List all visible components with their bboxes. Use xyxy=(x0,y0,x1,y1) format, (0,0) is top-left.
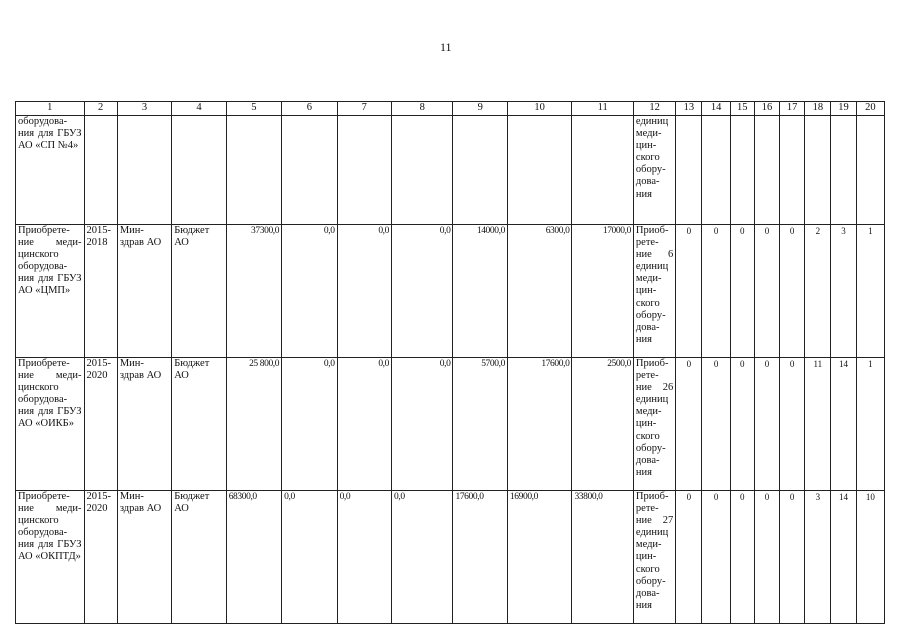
column-header: 11 xyxy=(572,102,633,116)
indicator-cell: 10 xyxy=(856,491,884,624)
funding-cell: 0,0 xyxy=(337,358,391,491)
funding-cell xyxy=(507,116,572,225)
result-cell: Приоб- рете- ние 26 единиц меди- цин- ского обору- дова- ния xyxy=(633,358,675,491)
indicator-cell: 0 xyxy=(754,225,779,358)
source-cell xyxy=(172,116,226,225)
column-header: 8 xyxy=(392,102,453,116)
column-header: 4 xyxy=(172,102,226,116)
indicator-cell xyxy=(805,116,831,225)
source-cell: Бюджет АО xyxy=(172,358,226,491)
funding-cell: 16900,0 xyxy=(507,491,572,624)
indicator-cell: 0 xyxy=(730,358,754,491)
result-cell: единиц меди- цин- ского обору- дова- ния xyxy=(633,116,675,225)
source-cell: Бюджет АО xyxy=(172,225,226,358)
table-row xyxy=(16,225,885,358)
indicator-cell: 0 xyxy=(730,491,754,624)
column-header: 14 xyxy=(702,102,730,116)
page-number: 11 xyxy=(440,40,452,54)
indicator-cell: 1 xyxy=(856,225,884,358)
indicator-cell: 0 xyxy=(676,358,702,491)
funding-cell xyxy=(572,116,633,225)
funding-cell: 14000,0 xyxy=(453,225,507,358)
indicator-cell: 0 xyxy=(754,491,779,624)
source-cell: Бюджет АО xyxy=(172,491,226,624)
funding-cell: 0,0 xyxy=(392,225,453,358)
executor-cell: Мин- здрав АО xyxy=(117,491,171,624)
column-header: 9 xyxy=(453,102,507,116)
indicator-cell: 0 xyxy=(780,225,805,358)
indicator-cell: 0 xyxy=(676,491,702,624)
funding-cell xyxy=(453,116,507,225)
indicator-cell: 0 xyxy=(754,358,779,491)
funding-cell: 0,0 xyxy=(282,491,337,624)
indicator-cell xyxy=(676,116,702,225)
years-cell: 2015- 2020 xyxy=(84,491,117,624)
funding-cell: 0,0 xyxy=(392,358,453,491)
table-row xyxy=(16,358,885,491)
column-header: 16 xyxy=(754,102,779,116)
measure-name-cell: Приобрете- ние меди- цинского оборудова- ния для ГБУЗ АО «ОКПТД» xyxy=(16,491,85,624)
funding-cell: 0,0 xyxy=(282,225,337,358)
executor-cell: Мин- здрав АО xyxy=(117,225,171,358)
column-header: 7 xyxy=(337,102,391,116)
indicator-cell: 3 xyxy=(805,491,831,624)
column-header: 19 xyxy=(831,102,856,116)
indicator-cell: 1 xyxy=(856,358,884,491)
funding-cell: 33800,0 xyxy=(572,491,633,624)
indicator-cell: 14 xyxy=(831,358,856,491)
indicator-cell xyxy=(702,116,730,225)
funding-cell: 0,0 xyxy=(337,491,391,624)
measure-name-cell: Приобрете- ние меди- цинского оборудова- ния для ГБУЗ АО «ОИКБ» xyxy=(16,358,85,491)
funding-cell: 2500,0 xyxy=(572,358,633,491)
funding-cell: 17600,0 xyxy=(453,491,507,624)
column-header: 17 xyxy=(780,102,805,116)
executor-cell: Мин- здрав АО xyxy=(117,358,171,491)
measure-name-cell: оборудова- ния для ГБУЗ АО «СП №4» xyxy=(16,116,85,225)
column-header: 10 xyxy=(507,102,572,116)
header-row xyxy=(16,102,885,116)
result-cell: Приоб- рете- ние 6 единиц меди- цин- ского обору- дова- ния xyxy=(633,225,675,358)
table-row xyxy=(16,491,885,624)
indicator-cell: 0 xyxy=(702,358,730,491)
total-cell xyxy=(226,116,281,225)
column-header: 3 xyxy=(117,102,171,116)
funding-cell: 5700,0 xyxy=(453,358,507,491)
program-table xyxy=(15,101,885,624)
years-cell: 2015- 2018 xyxy=(84,225,117,358)
funding-cell: 6300,0 xyxy=(507,225,572,358)
indicator-cell: 0 xyxy=(702,225,730,358)
executor-cell xyxy=(117,116,171,225)
indicator-cell: 0 xyxy=(702,491,730,624)
funding-cell xyxy=(282,116,337,225)
indicator-cell: 0 xyxy=(676,225,702,358)
result-cell: Приоб- рете- ние 27 единиц меди- цин- ского обору- дова- ния xyxy=(633,491,675,624)
funding-cell: 17000,0 xyxy=(572,225,633,358)
column-header: 20 xyxy=(856,102,884,116)
total-cell: 25 800,0 xyxy=(226,358,281,491)
column-header: 2 xyxy=(84,102,117,116)
years-cell xyxy=(84,116,117,225)
indicator-cell xyxy=(831,116,856,225)
column-header: 13 xyxy=(676,102,702,116)
total-cell: 37300,0 xyxy=(226,225,281,358)
indicator-cell: 0 xyxy=(730,225,754,358)
funding-cell xyxy=(337,116,391,225)
indicator-cell xyxy=(730,116,754,225)
funding-cell: 0,0 xyxy=(282,358,337,491)
indicator-cell: 2 xyxy=(805,225,831,358)
indicator-cell: 11 xyxy=(805,358,831,491)
funding-cell: 0,0 xyxy=(392,491,453,624)
indicator-cell: 3 xyxy=(831,225,856,358)
indicator-cell xyxy=(856,116,884,225)
table-row xyxy=(16,116,885,225)
column-header: 15 xyxy=(730,102,754,116)
funding-cell: 17600,0 xyxy=(507,358,572,491)
total-cell: 68300,0 xyxy=(226,491,281,624)
column-header: 1 xyxy=(16,102,85,116)
indicator-cell xyxy=(780,116,805,225)
measure-name-cell: Приобрете- ние меди- цинского оборудова- ния для ГБУЗ АО «ЦМП» xyxy=(16,225,85,358)
indicator-cell xyxy=(754,116,779,225)
column-header: 6 xyxy=(282,102,337,116)
funding-cell: 0,0 xyxy=(337,225,391,358)
column-header: 12 xyxy=(633,102,675,116)
indicator-cell: 0 xyxy=(780,358,805,491)
indicator-cell: 0 xyxy=(780,491,805,624)
years-cell: 2015- 2020 xyxy=(84,358,117,491)
column-header: 5 xyxy=(226,102,281,116)
indicator-cell: 14 xyxy=(831,491,856,624)
column-header: 18 xyxy=(805,102,831,116)
funding-cell xyxy=(392,116,453,225)
